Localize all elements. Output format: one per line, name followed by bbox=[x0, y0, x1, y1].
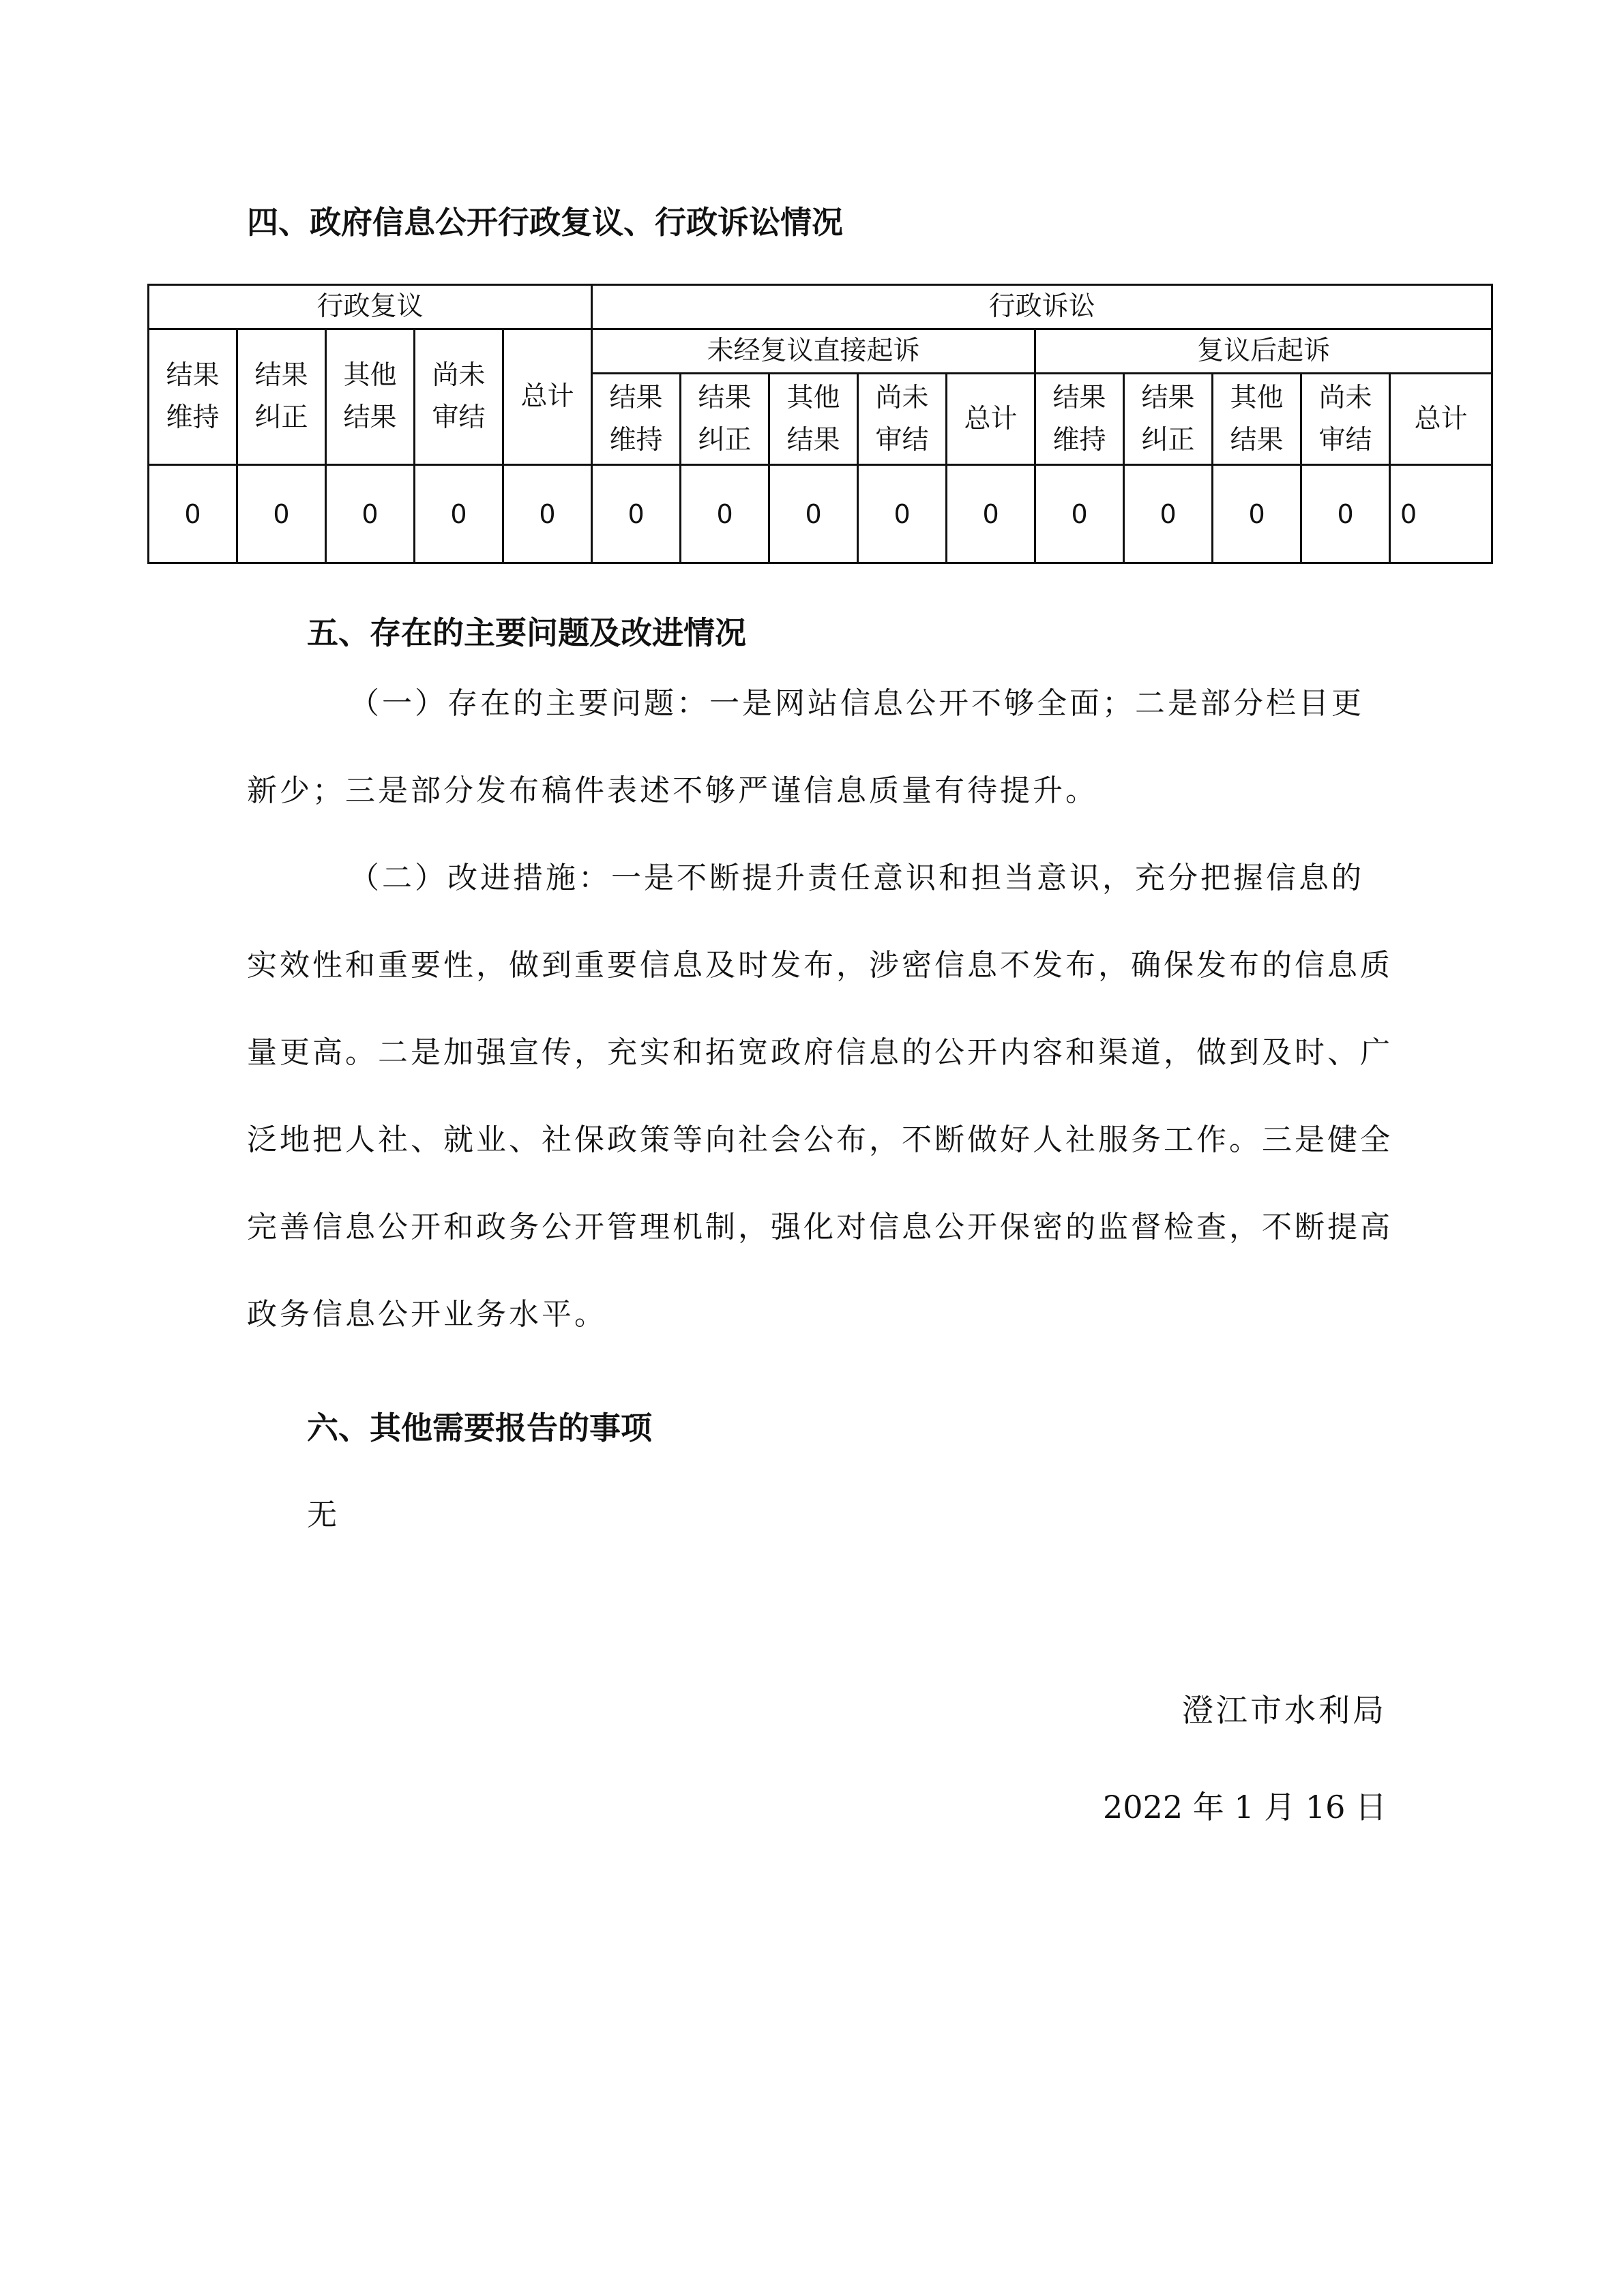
header-after-review: 复议后起诉 bbox=[1035, 329, 1492, 374]
col-other-result: 其他 结果 bbox=[326, 329, 415, 465]
value-cell: 0 bbox=[237, 465, 326, 563]
value-cell: 0 bbox=[503, 465, 592, 563]
value-cell: 0 bbox=[592, 465, 681, 563]
header-admin-litigation: 行政诉讼 bbox=[592, 285, 1492, 329]
section-4-title: 四、政府信息公开行政复议、行政诉讼情况 bbox=[247, 204, 843, 241]
value-cell: 0 bbox=[149, 465, 237, 563]
col-result-maintained: 结果 维持 bbox=[149, 329, 237, 465]
col-result-corrected: 结果 纠正 bbox=[237, 329, 326, 465]
paragraph-improvements: （二）改进措施：一是不断提升责任意识和担当意识，充分把握信息的实效性和重要性，做到重要信息及时发布，涉密信息不发布，确保发布的信息质量更高。二是加强宣传，充实和拓宽政府信息的公开内容和渠道，做到及时、广泛地把人社、就业、社保政策等向社会公布，不断做好人社服务工作。三是健全完善信息公开和政务公开管理机制，强化对信息公开保密的监督检查，不断提高政务信息公开业务水平。 bbox=[247, 861, 1393, 1332]
col-pending: 尚未 审结 bbox=[415, 329, 503, 465]
signature-date: 2022 年 1 月 16 日 bbox=[1103, 1789, 1387, 1825]
header-direct-suit: 未经复议直接起诉 bbox=[592, 329, 1035, 374]
section-5-title: 五、存在的主要问题及改进情况 bbox=[307, 614, 746, 651]
paragraph-problems: （一）存在的主要问题：一是网站信息公开不够全面；二是部分栏目更新少；三是部分发布稿件表述不够严谨信息质量有待提升。 bbox=[247, 686, 1364, 808]
value-cell: 0 bbox=[858, 465, 947, 563]
value-cell: 0 bbox=[1213, 465, 1301, 563]
value-cell: 0 bbox=[1390, 465, 1492, 563]
col-pending: 尚未 审结 bbox=[858, 374, 947, 465]
col-other-result: 其他 结果 bbox=[769, 374, 858, 465]
col-total: 总计 bbox=[947, 374, 1035, 465]
header-admin-review: 行政复议 bbox=[149, 285, 592, 329]
col-pending: 尚未 审结 bbox=[1301, 374, 1390, 465]
col-other-result: 其他 结果 bbox=[1213, 374, 1301, 465]
value-cell: 0 bbox=[1124, 465, 1213, 563]
col-result-corrected: 结果 纠正 bbox=[1124, 374, 1213, 465]
signature-org: 澄江市水利局 bbox=[1182, 1692, 1387, 1729]
value-cell: 0 bbox=[1301, 465, 1390, 563]
value-cell: 0 bbox=[681, 465, 769, 563]
section-6-content: 无 bbox=[307, 1497, 337, 1532]
value-cell: 0 bbox=[1035, 465, 1124, 563]
value-cell: 0 bbox=[769, 465, 858, 563]
value-cell: 0 bbox=[947, 465, 1035, 563]
col-result-maintained: 结果 维持 bbox=[1035, 374, 1124, 465]
value-cell: 0 bbox=[326, 465, 415, 563]
col-total: 总计 bbox=[503, 329, 592, 465]
section-5-body bbox=[247, 660, 1393, 1358]
section-6-title: 六、其他需要报告的事项 bbox=[307, 1410, 652, 1446]
col-total: 总计 bbox=[1390, 374, 1492, 465]
value-cell: 0 bbox=[415, 465, 503, 563]
col-result-maintained: 结果 维持 bbox=[592, 374, 681, 465]
col-result-corrected: 结果 纠正 bbox=[681, 374, 769, 465]
litigation-table bbox=[147, 284, 1493, 564]
